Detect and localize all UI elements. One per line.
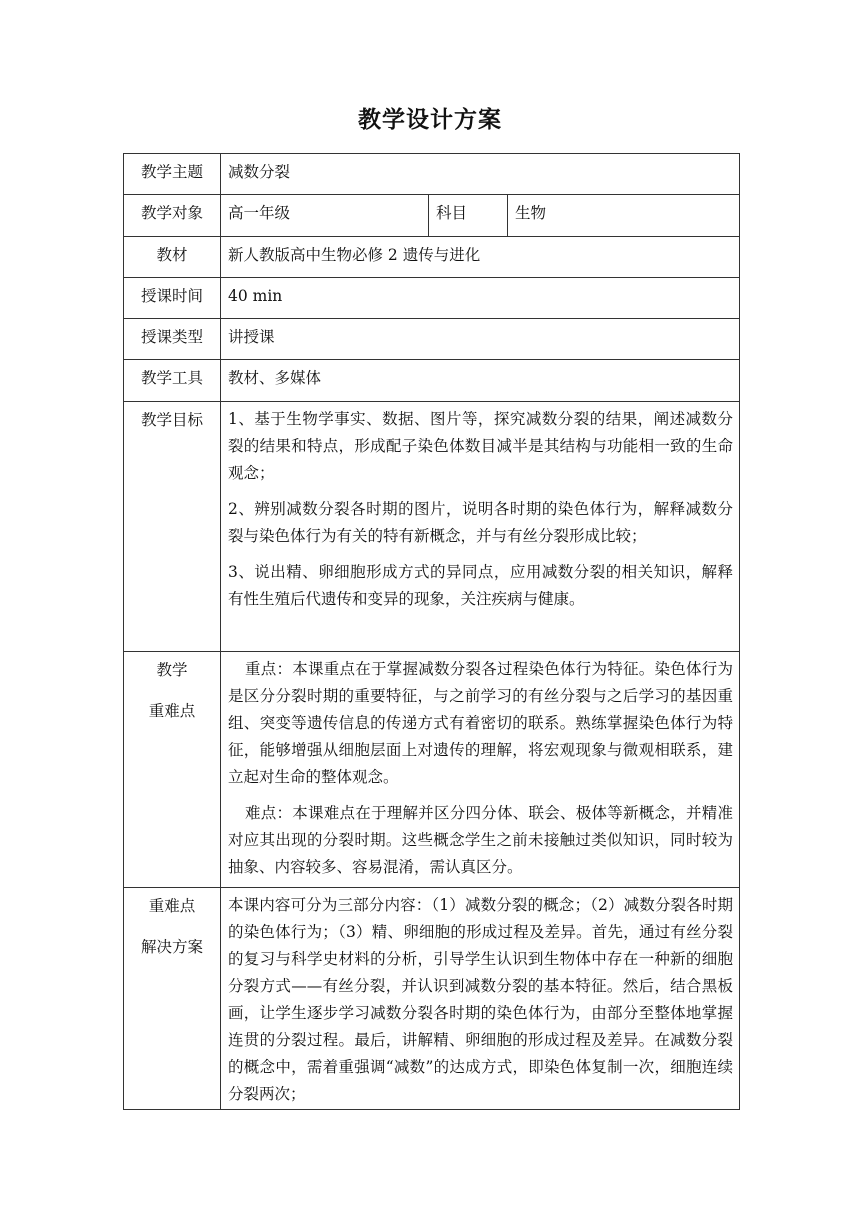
subject-value: 生物 (508, 195, 740, 237)
subject-label: 科目 (429, 195, 508, 237)
textbook-value: 新人教版高中生物必修 2 遗传与进化 (221, 237, 740, 278)
lesson-type-value: 讲授课 (221, 319, 740, 360)
solution-label-line2: 解决方案 (140, 938, 203, 956)
row-duration (124, 278, 740, 319)
audience-label: 教学对象 (124, 195, 221, 237)
topic-label: 教学主题 (124, 154, 221, 195)
duration-value: 40 min (221, 278, 740, 319)
row-key-points (124, 652, 740, 888)
tools-label: 教学工具 (124, 360, 221, 402)
key-points-label (124, 652, 221, 888)
textbook-label: 教材 (124, 237, 221, 278)
solution-label (124, 888, 221, 1110)
key-points-label-line2: 重难点 (148, 702, 196, 720)
lesson-type-label: 授课类型 (124, 319, 221, 360)
solution-content (221, 888, 740, 1110)
tools-value: 教材、多媒体 (221, 360, 740, 402)
difficulty-paragraph: 难点：本课难点在于理解并区分四分体、联会、极体等新概念，并精准对应其出现的分裂时期。这些概念学生之前未接触过类似知识，同时较为抽象、内容较多、容易混淆，需认真区分。 (228, 804, 734, 876)
objective-item: 3、说出精、卵细胞形成方式的异同点，应用减数分裂的相关知识，解释有性生殖后代遗传和变异的现象，关注疾病与健康。 (228, 563, 734, 608)
row-tools (124, 360, 740, 402)
objectives-label: 教学目标 (124, 402, 221, 652)
row-audience (124, 195, 740, 237)
key-points-label-line1: 教学 (156, 661, 188, 679)
objectives-content (221, 402, 740, 652)
lesson-plan-table (123, 153, 740, 1110)
topic-value: 减数分裂 (221, 154, 740, 195)
row-lesson-type (124, 319, 740, 360)
audience-value: 高一年级 (221, 195, 429, 237)
key-points-content (221, 652, 740, 888)
page-title: 教学设计方案 (358, 107, 502, 133)
solution-paragraph: 本课内容可分为三部分内容：（1）减数分裂的概念；（2）减数分裂各时期的染色体行为；（3）精、卵细胞的形成过程及差异。首先，通过有丝分裂的复习与科学史材料的分析，引导学生认识到生物体中存在一种新的细胞分裂方式——有丝分裂，并认识到减数分裂的基本特征。然后，结合黑板画，让学生逐步学习减数分裂各时期的染色体行为，由部分至整体地掌握连贯的分裂过程。最后，讲解精、卵细胞的形成过程及差异。在减数分裂的概念中，需着重强调“减数”的达成方式，即染色体复制一次，细胞连续分裂两次； (228, 896, 734, 1103)
duration-label: 授课时间 (124, 278, 221, 319)
focus-paragraph: 重点：本课重点在于掌握减数分裂各过程染色体行为特征。染色体行为是区分分裂时期的重要特征，与之前学习的有丝分裂与之后学习的基因重组、突变等遗传信息的传递方式有着密切的联系。熟练掌握染色体行为特征，能够增强从细胞层面上对遗传的理解，将宏观现象与微观相联系，建立起对生命的整体观念。 (228, 660, 734, 786)
row-solution (124, 888, 740, 1110)
row-objectives (124, 402, 740, 652)
row-textbook (124, 237, 740, 278)
objective-item: 2、辨别减数分裂各时期的图片，说明各时期的染色体行为，解释减数分裂与染色体行为有关的特有新概念，并与有丝分裂形成比较； (228, 500, 734, 545)
row-topic (124, 154, 740, 195)
objective-item: 1、基于生物学事实、数据、图片等，探究减数分裂的结果，阐述减数分裂的结果和特点，形成配子染色体数目减半是其结构与功能相一致的生命观念； (228, 410, 734, 482)
solution-label-line1: 重难点 (148, 897, 196, 915)
